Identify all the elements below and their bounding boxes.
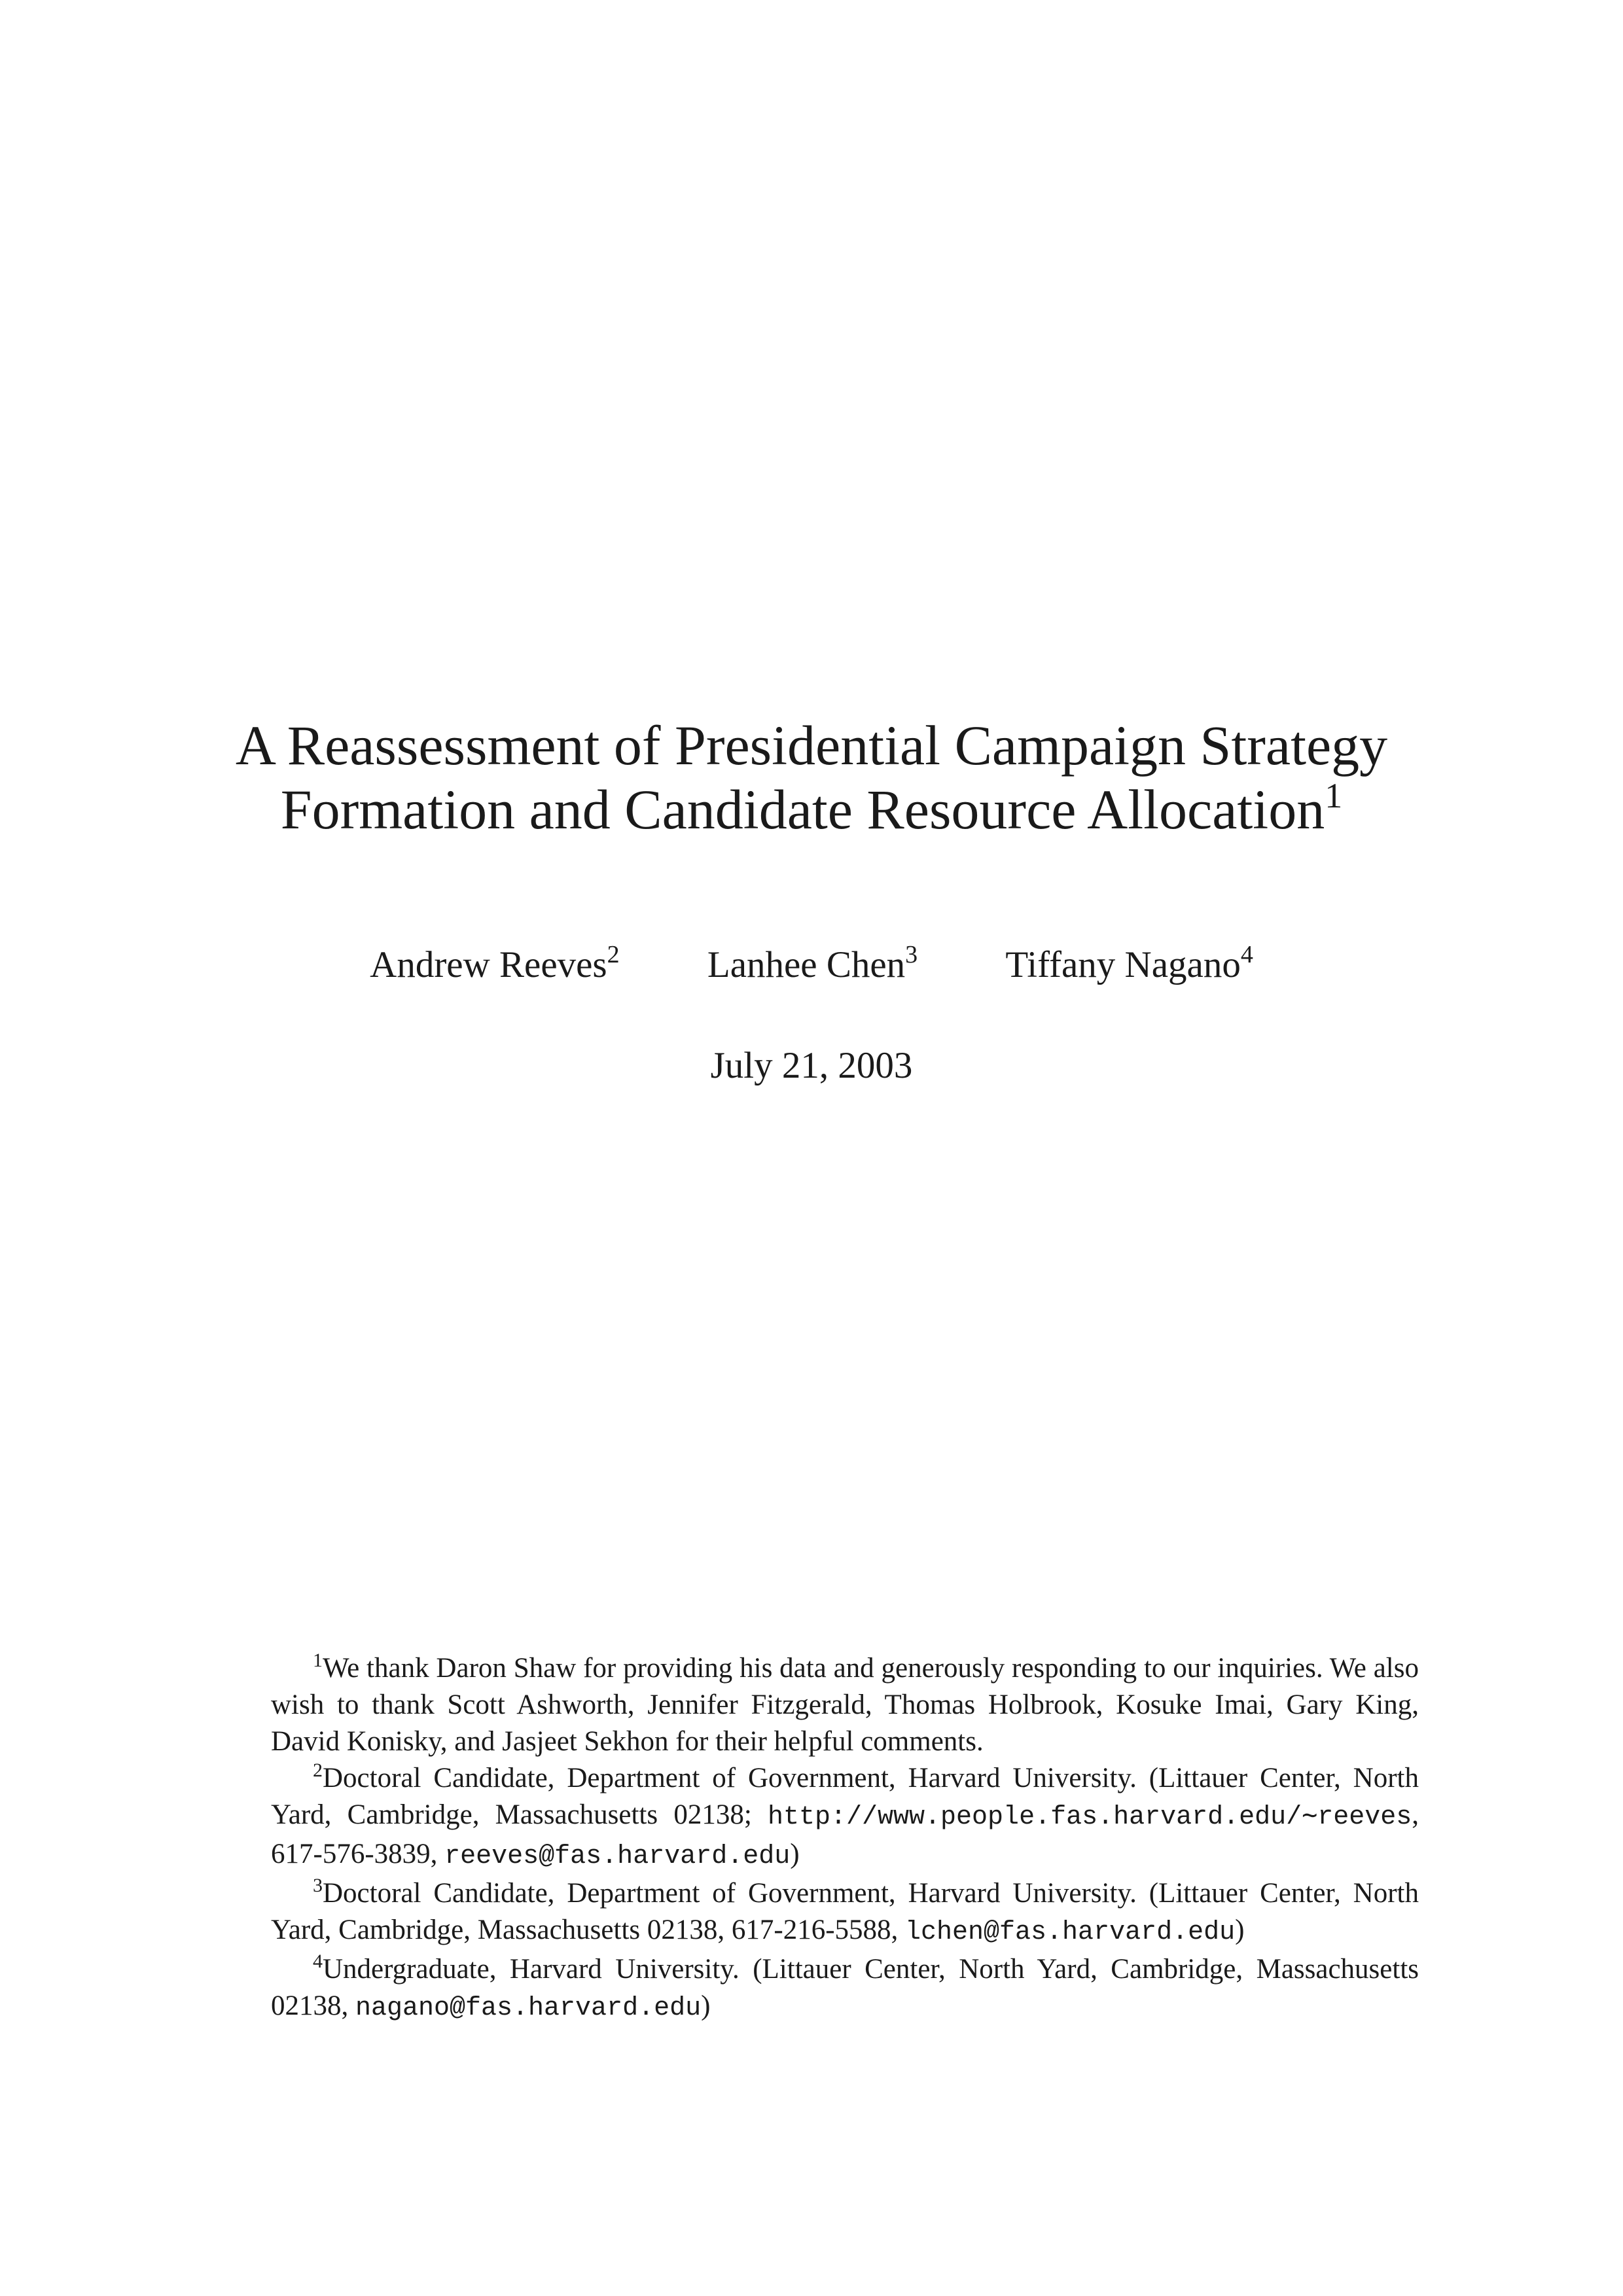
footnote-2-email[interactable]: reeves@fas.harvard.edu bbox=[444, 1842, 791, 1871]
title-footnote-mark: 1 bbox=[1325, 776, 1343, 815]
author-3-name: Tiffany Nagano bbox=[1005, 944, 1241, 985]
author-1 bbox=[370, 942, 619, 988]
footnote-2-phone: , 617-576-3839, bbox=[271, 1799, 1419, 1869]
footnote-2: $^2$Doctoral Candidate, Department of Government, Harvard University. (Littauer Center, North Yard, Cambridge, Massachusetts 02138; http://www.people.fas.harvard.edu/∼reeves, 617-576-3839, reeves@fas.harvard.edu) bbox=[271, 1759, 1419, 1871]
author-2-mark: 3 bbox=[905, 941, 918, 968]
author-list bbox=[196, 942, 1427, 988]
paper-title bbox=[196, 713, 1427, 841]
author-2 bbox=[707, 942, 918, 988]
footnote-4-close: ) bbox=[701, 1990, 711, 2021]
author-1-mark: 2 bbox=[607, 941, 620, 968]
footnote-1-text: We thank Daron Shaw for providing his data and generously responding to our inquiries. We also wish to thank Scott Ashworth, Jennifer Fitzgerald, Thomas Holbrook, Kosuke Imai, Gary King, David Konisky, and Jasjeet Sekhon for their helpful comments. bbox=[271, 1653, 1419, 1757]
footnote-1: $^1$We thank Daron Shaw for providing his data and generously responding to our inquiries. We also wish to thank Scott Ashworth, Jennifer Fitzgerald, Thomas Holbrook, Kosuke Imai, Gary King, David Konisky, and Jasjeet Sekhon for their helpful comments. bbox=[271, 1650, 1419, 1757]
title-line-2-text: Formation and Candidate Resource Allocation bbox=[280, 778, 1325, 841]
author-3-mark: 4 bbox=[1240, 941, 1253, 968]
title-line-1: A Reassessment of Presidential Campaign Strategy bbox=[235, 714, 1388, 777]
author-2-name: Lanhee Chen bbox=[707, 944, 906, 985]
author-3 bbox=[1005, 942, 1253, 988]
footnote-4-text: Undergraduate, Harvard University. (Littauer Center, North Yard, Cambridge, Massachusetts 02138, bbox=[271, 1954, 1419, 2021]
footnote-3-email[interactable]: lchen@fas.harvard.edu bbox=[905, 1918, 1236, 1947]
title-line-2 bbox=[196, 777, 1427, 841]
footnotes bbox=[271, 1650, 1419, 2027]
footnote-4-email[interactable]: nagano@fas.harvard.edu bbox=[355, 1994, 702, 2023]
footnote-3-close: ) bbox=[1235, 1915, 1245, 1945]
footnote-3-text: Doctoral Candidate, Department of Government, Harvard University. (Littauer Center, North Yard, Cambridge, Massachusetts 02138, 617-216-5588, bbox=[271, 1878, 1419, 1945]
author-1-name: Andrew Reeves bbox=[370, 944, 607, 985]
footnote-2-url[interactable]: http://www.people.fas.harvard.edu/∼reeves bbox=[768, 1803, 1412, 1832]
footnote-2-close: ) bbox=[790, 1839, 800, 1869]
footnote-3: $^3$Doctoral Candidate, Department of Government, Harvard University. (Littauer Center, North Yard, Cambridge, Massachusetts 02138, 617-216-5588, lchen@fas.harvard.edu) bbox=[271, 1875, 1419, 1947]
footnote-4: $^4$Undergraduate, Harvard University. (Littauer Center, North Yard, Cambridge, Massachusetts 02138, nagano@fas.harvard.edu) bbox=[271, 1951, 1419, 2023]
paper-date: July 21, 2003 bbox=[710, 1045, 913, 1086]
footnote-2-text: Doctoral Candidate, Department of Government, Harvard University. (Littauer Center, North Yard, Cambridge, Massachusetts 02138; bbox=[271, 1763, 1419, 1830]
